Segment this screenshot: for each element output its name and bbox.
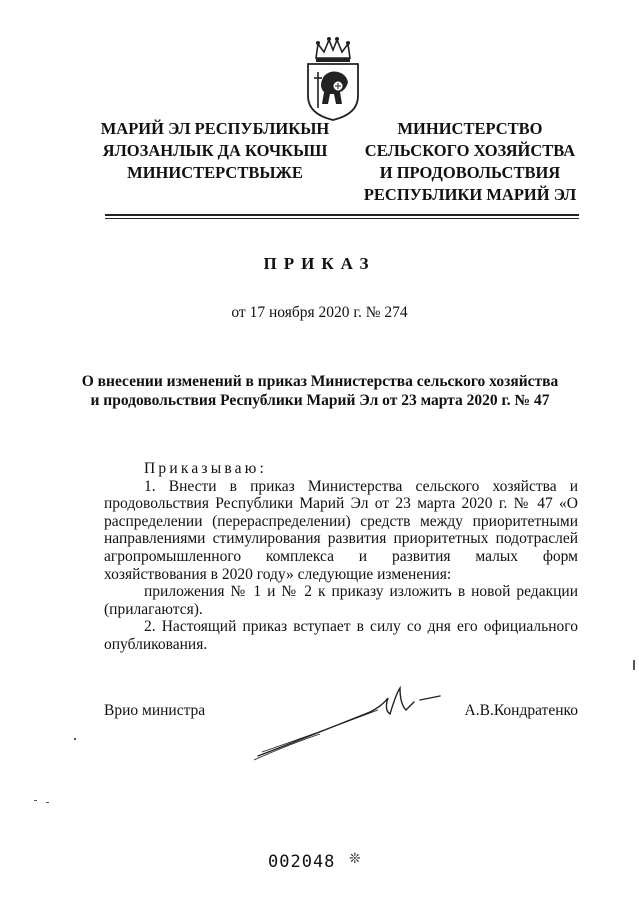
header-left-line-3: МИНИСТЕРСТВЫЖЕ [127, 163, 303, 182]
signatory-name: А.В.Кондратенко [464, 702, 578, 719]
body-paragraph-2: 2. Настоящий приказ вступает в силу со дня его официального опубликования. [104, 618, 578, 653]
document-subject [60, 372, 580, 410]
document-serial-number: 002048 [268, 852, 336, 872]
document-dateline: от 17 ноября 2020 г. № 274 [231, 304, 408, 321]
header-right-line-4: РЕСПУБЛИКИ МАРИЙ ЭЛ [363, 185, 577, 204]
scan-speck [633, 660, 635, 670]
subject-line-1: О внесении изменений в приказ Министерства сельского хозяйства [81, 373, 559, 390]
header-divider-thick [105, 214, 579, 216]
body-paragraph-1a: приложения № 1 и № 2 к приказу изложить в новой редакции (прилагаются). [104, 583, 578, 618]
document-title: ПРИКАЗ [263, 254, 376, 273]
document-body [104, 460, 578, 654]
header-left-org-name [100, 118, 330, 184]
coat-of-arms-emblem [302, 36, 364, 122]
serial-mark-icon: ❊ [349, 852, 361, 867]
order-word: Приказываю: [144, 460, 268, 477]
handwritten-signature [250, 684, 450, 764]
header-right-org-name [352, 118, 588, 206]
signatory-position: Врио министра [104, 702, 206, 719]
subject-line-2: и продовольствия Республики Марий Эл от 23 марта 2020 г. № 47 [90, 392, 550, 409]
header-right-line-3: И ПРОДОВОЛЬСТВИЯ [379, 163, 561, 182]
header-right-line-2: СЕЛЬСКОГО ХОЗЯЙСТВА [364, 141, 576, 160]
scan-speck [46, 802, 49, 803]
header-right-line-1: МИНИСТЕРСТВО [397, 119, 543, 138]
header-left-line-1: МАРИЙ ЭЛ РЕСПУБЛИКЫН [100, 119, 330, 138]
body-paragraph-1: 1. Внести в приказ Министерства сельского хозяйства и продовольствия Республики Марий Эл от 23 марта 2020 г. № 47 «О распределении (перераспределении) средств между приоритетными направлениями стимулирования развития приоритетных подотраслей агропромышленного комплекса и развития малых форм хозяйствования в 2020 году» следующие изменения: [104, 477, 578, 583]
header-divider-thin [105, 218, 579, 219]
header-left-line-2: ЯЛОЗАНЛЫК ДА КОЧКЫШ [102, 141, 328, 160]
scan-speck [74, 738, 76, 740]
scan-speck [34, 800, 37, 801]
